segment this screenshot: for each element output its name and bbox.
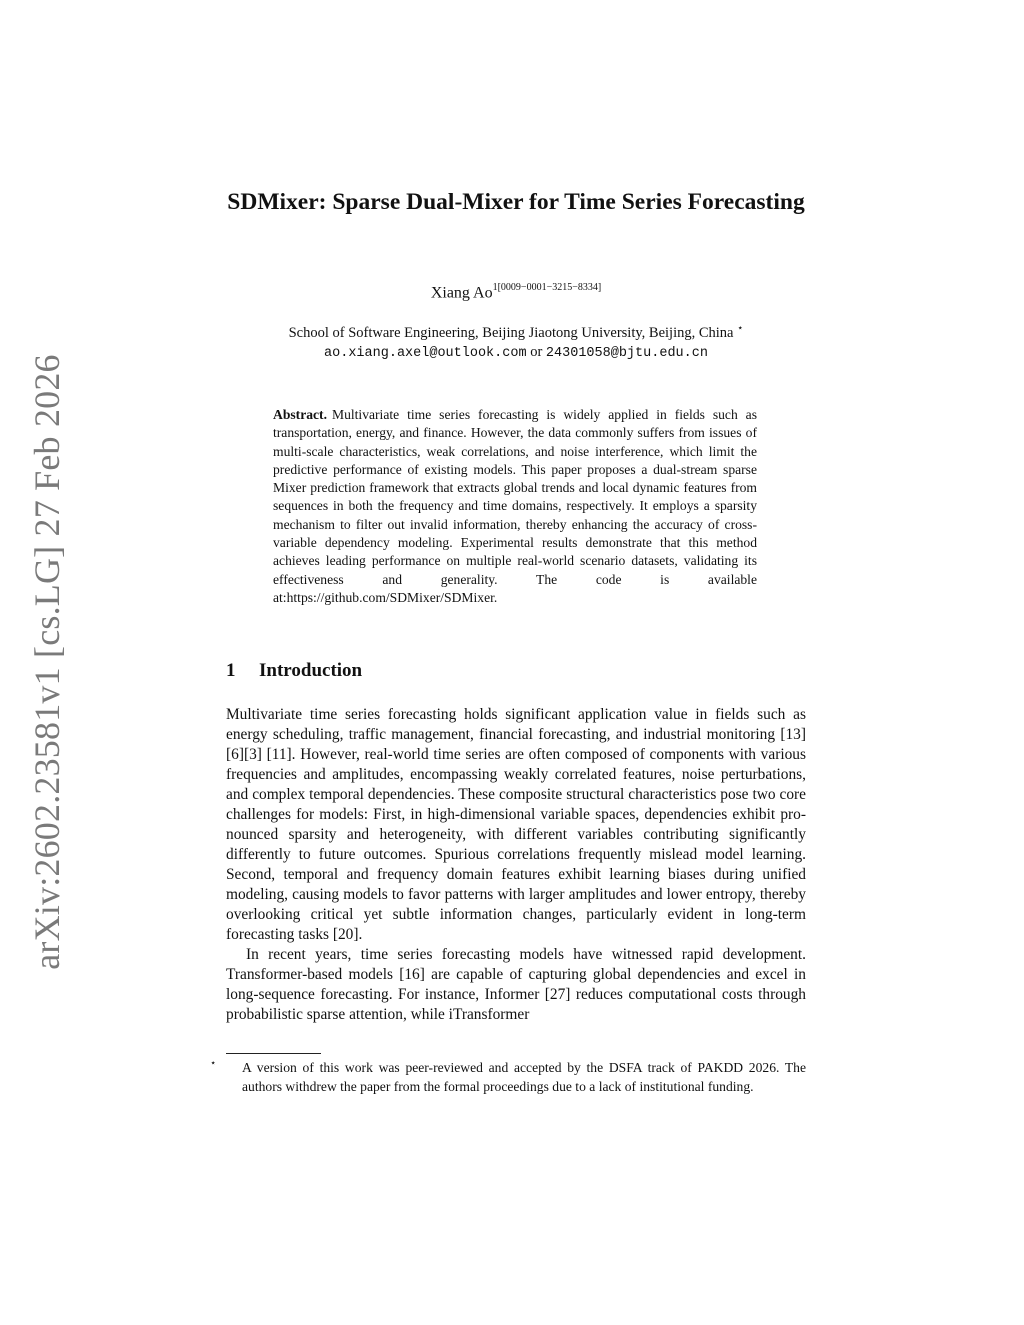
section-heading: [226, 660, 806, 682]
author-orcid-superscript: 1[0009−0001−3215−8334]: [492, 282, 602, 293]
email-line: [226, 343, 806, 363]
affiliation-block: [226, 319, 806, 363]
email-link-1[interactable]: ao.xiang.axel@outlook.com: [324, 345, 527, 361]
footnote-rule: [226, 1053, 321, 1054]
author-line: [226, 283, 806, 302]
affiliation-footnote-marker: ⋆: [737, 323, 744, 334]
affiliation-line: [226, 319, 806, 343]
paragraph: In recent years, time series forecasting models have witnessed rapid development. Transformer-based models [16] are capable of capturing global dependencies and excel in long-sequence forecasting. For instance, Informer [27] reduces computational costs through probabilistic sparse attention, while iTransformer: [226, 946, 806, 1023]
abstract: [273, 406, 757, 607]
affiliation-text: School of Software Engineering, Beijing Jiaotong University, Beijing, China: [288, 324, 734, 341]
section-number: 1: [226, 660, 236, 681]
author-name: Xiang Ao: [430, 284, 493, 302]
section-title: Introduction: [259, 660, 363, 681]
abstract-text: Multivariate time series forecasting is widely applied in fields such as transportation, energy, and finance. However, the data commonly suffers from issues of multi-scale characteristics, weak correlations, and noise interference, which limit the predictive performance of existing models. This paper proposes a dual-stream sparse Mixer prediction framework that extracts global trends and local dynamic features from sequences in both the frequency and time domains, respectively. It employs a sparsity mechanism to filter out invalid information, thereby enhancing the accuracy of cross-variable dependency modeling. Experimental results demonstrate that this method achieves leading performance on multiple real-world scenario datasets, validating its effectiveness and generality. The code is available at:https://github.com/SDMixer/SDMixer.: [273, 407, 757, 605]
email-separator: or: [530, 343, 543, 360]
footnote-body: ⋆ A version of this work was peer-reviewed and accepted by the DSFA track of PAKDD 2026. The authors withdrew the paper from the formal proceedings due to a lack of institutional funding.: [210, 1058, 806, 1094]
footnote-text: A version of this work was peer-reviewed and accepted by the DSFA track of PAKDD 2026. The authors withdrew the paper from the formal proceedings due to a lack of institutional funding.: [242, 1060, 806, 1094]
footnote: [210, 1058, 806, 1096]
arxiv-identifier-stamp: arXiv:2602.23581v1 [cs.LG] 27 Feb 2026: [27, 354, 67, 970]
body-text: [226, 705, 806, 1025]
email-link-2[interactable]: 24301058@bjtu.edu.cn: [545, 345, 708, 361]
abstract-heading: Abstract.: [273, 407, 327, 422]
paper-title: SDMixer: Sparse Dual-Mixer for Time Series Forecasting: [227, 189, 805, 215]
paragraph: Multivariate time series forecasting holds significant application value in fields such as energy scheduling, traffic management, financial forecasting, and industrial monitoring [13][6][3] [11]. However, real-world time series are often composed of components with various frequencies and amplitudes, encompassing weakly correlated features, noise perturbations, and complex temporal dependencies. These composite structural characteristics pose two core challenges for models: First, in high-dimensional variable spaces, dependencies exhibit pronounced sparsity and heterogeneity, with different variables contributing significantly differently to future outcomes. Spurious correlations frequently mislead model learning. Second, temporal and frequency domain features exhibit learning biases during unified modeling, causing models to favor patterns with larger amplitudes and lower entropy, thereby overlooking critical yet subtle information changes, particularly evident in long-term forecasting tasks [20].: [226, 706, 806, 943]
